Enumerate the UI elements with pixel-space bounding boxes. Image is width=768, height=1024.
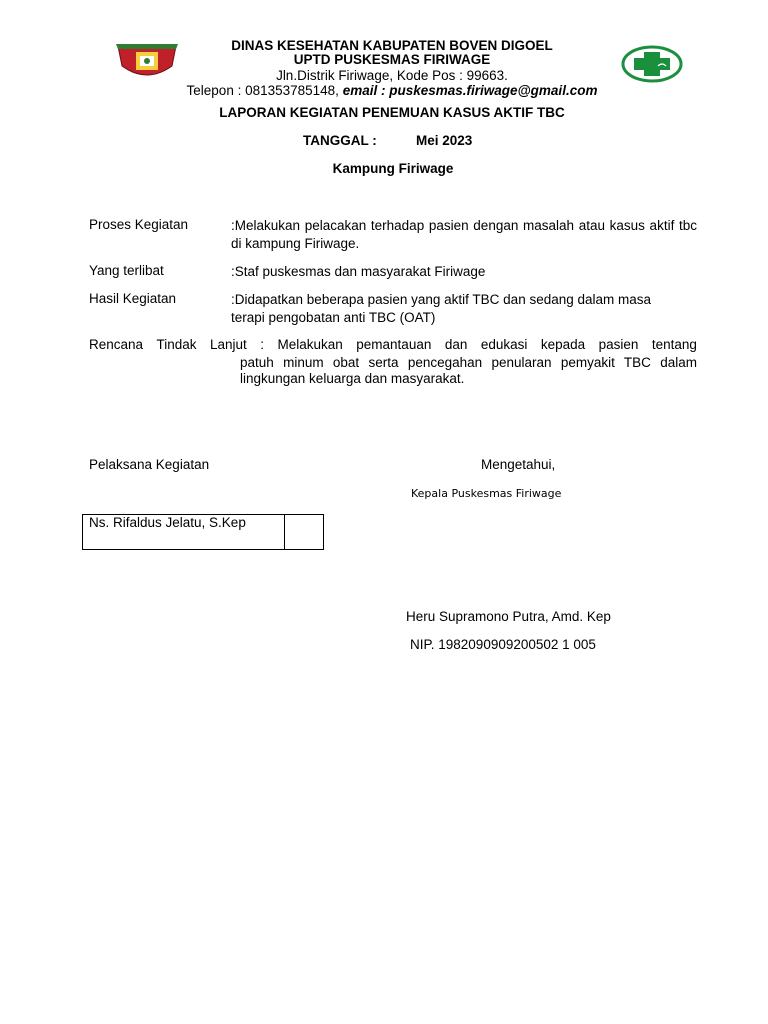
approval-label: Mengetahui, <box>481 457 556 472</box>
address-line: Jln.Distrik Firiwage, Kode Pos : 99663. <box>276 68 508 83</box>
contact-line <box>0 83 768 98</box>
village-name: Kampung Firiwage <box>332 161 454 176</box>
agency-name: DINAS KESEHATAN KABUPATEN BOVEN DIGOEL <box>231 38 553 53</box>
plan-first-line <box>89 337 697 352</box>
result-label: Hasil Kegiatan <box>89 291 177 306</box>
head-nip: NIP. 1982090909200502 1 005 <box>410 637 596 652</box>
report-title: LAPORAN KEGIATAN PENEMUAN KASUS AKTIF TBC <box>219 105 565 120</box>
plan-word: Rencana <box>89 337 144 352</box>
plan-word: tentang <box>651 337 697 352</box>
head-title: Kepala Puskesmas Firiwage <box>411 487 562 500</box>
involved-value: :Staf puskesmas dan masyarakat Firiwage <box>231 264 486 279</box>
executor-label: Pelaksana Kegiatan <box>89 457 210 472</box>
plan-value: patuh minum obat serta pencegahan penularan pemyakit TBC dalam lingkungan keluarga dan masyarakat. <box>240 355 697 386</box>
involved-label: Yang terlibat <box>89 263 164 278</box>
plan-word: pemantauan <box>356 337 432 352</box>
result-value: :Didapatkan beberapa pasien yang aktif TBC dan sedang dalam masa terapi pengobatan anti TBC (OAT) <box>231 292 652 325</box>
plan-word: pasien <box>598 337 639 352</box>
process-label: Proses Kegiatan <box>89 217 189 232</box>
plan-word: Tindak <box>156 337 197 352</box>
head-name: Heru Supramono Putra, Amd. Kep <box>406 609 611 624</box>
email-text: email : puskesmas.firiwage@gmail.com <box>342 83 598 98</box>
date-label: TANGGAL : <box>303 133 377 148</box>
executor-name: Ns. Rifaldus Jelatu, S.Kep <box>89 515 246 530</box>
plan-word: edukasi <box>480 337 528 352</box>
plan-word: dan <box>444 337 468 352</box>
executor-name-box <box>82 514 324 550</box>
date-value: Mei 2023 <box>416 133 473 148</box>
plan-word: Melakukan <box>277 337 343 352</box>
phone-text: Telepon : 081353785148, <box>186 83 339 98</box>
plan-word: kepada <box>540 337 586 352</box>
process-value: :Melakukan pelacakan terhadap pasien dengan masalah atau kasus aktif tbc di kampung Firiwage. <box>231 218 697 251</box>
box-divider <box>284 515 285 549</box>
plan-word: : <box>260 337 265 352</box>
unit-name: UPTD PUSKESMAS FIRIWAGE <box>293 52 491 67</box>
plan-word: Lanjut <box>210 337 247 352</box>
